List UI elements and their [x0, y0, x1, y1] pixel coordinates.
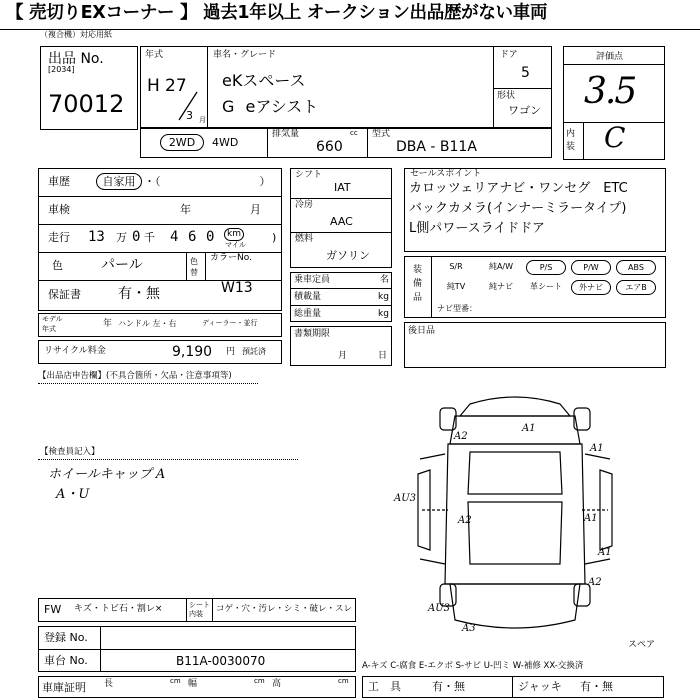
docs-month: 月 [338, 351, 348, 361]
sheet-title: 【 売切りEXコーナー 】 過去1年以上 オークション出品歴がない車両 [6, 3, 548, 23]
shape-label: 形状 [497, 91, 516, 101]
year-month: 3 [186, 109, 193, 122]
spare-label: スペア [628, 640, 656, 650]
equip-item-row2-1: 純ナビ [489, 282, 513, 291]
displacement-value: 660 [316, 139, 343, 155]
drive-4wd: 4WD [212, 136, 239, 149]
grade-label: 評価点 [596, 52, 624, 62]
aircon-label: 冷房 [295, 200, 314, 210]
equip-item-row2-3: 外ナビ [571, 280, 611, 295]
cert-part-0: 長 [104, 679, 114, 689]
history-paren: ・（ ） [144, 175, 271, 188]
damage-mark-3: A1 [590, 443, 604, 454]
reg-label: 登録 No. [44, 631, 88, 644]
navi-label: ナビ型番： [437, 304, 477, 313]
aircon-value: AAC [330, 215, 353, 228]
later-label: 後日品 [408, 326, 436, 336]
chassis-value: B11A-0030070 [176, 654, 266, 668]
shift-value: IAT [334, 181, 351, 194]
damage-mark-7: A1 [598, 547, 612, 558]
color-label: 色 [52, 259, 63, 272]
warranty-label: 保証書 [48, 288, 81, 301]
mileage-d5: 0 [206, 229, 215, 245]
fuel-value: ガソリン [326, 249, 370, 262]
doors-value: 5 [521, 65, 530, 81]
capacity-seats-unit: 名 [380, 275, 390, 285]
mileage-label: 走行 [48, 231, 70, 244]
capacity-weight-unit: kg [378, 309, 389, 319]
lot-small-number: [2034] [48, 65, 75, 74]
equip-row1 [436, 260, 662, 276]
equip-item-row1-4: ABS [616, 260, 656, 275]
capacity-load-label: 積載量 [294, 292, 322, 302]
equip-label: 装備品 [413, 265, 423, 303]
damage-mark-10: A3 [462, 623, 476, 634]
equip-item-row2-0: 純TV [446, 282, 466, 291]
inspection-label: 車検 [48, 203, 70, 216]
inspector-line1: ホイールキャップ A [48, 467, 166, 482]
lot-number: 70012 [48, 90, 125, 118]
seat-items: コゲ・穴・汚レ・シミ・破レ・スレ [216, 604, 353, 614]
recycle-unit: 円 [226, 347, 236, 357]
shift-label: シフト [295, 170, 323, 180]
mileage-d4: 6 [188, 229, 197, 245]
damage-legend: A-キズ C-腐食 E-エクボ S-サビ U-凹ミ W-補修 XX-交換済 [362, 661, 584, 671]
color-code-value: W13 [221, 280, 253, 296]
color-change-label: 色替 [190, 257, 198, 277]
model-label: 車名・グレード [213, 50, 277, 60]
equip-item-row1-3: P/W [571, 260, 611, 275]
jack-label: ジャッキ [518, 680, 562, 693]
year-label: 年式 [145, 50, 164, 60]
fw-label: FW [44, 603, 62, 616]
cert-part-3: cm [254, 677, 265, 685]
displacement-label: 排気量 [272, 129, 300, 139]
mileage-u1: 万 [116, 231, 127, 244]
damage-mark-4: AU3 [394, 493, 417, 504]
tools-value: 有・無 [432, 680, 465, 693]
damage-mark-2: A2 [454, 431, 468, 442]
inspection-month: 月 [250, 203, 261, 216]
lot-label: 出品 No. [48, 51, 104, 67]
sales-line1: カロッツェリアナビ・ワンセグ ETC [409, 181, 628, 196]
equip-item-row1-1: 純A/W [488, 262, 514, 271]
sales-line2: バックカメラ(インナーミラータイプ) [409, 201, 627, 216]
drive-2wd: 2WD [160, 134, 204, 151]
year-era: H [147, 76, 160, 96]
cert-label: 車庫証明 [42, 681, 86, 694]
damage-mark-5: A2 [458, 515, 472, 526]
mileage-d3: 4 [170, 229, 179, 245]
tools-row [362, 676, 664, 698]
docs-label: 書類期限 [294, 329, 331, 339]
type-label: 型式 [372, 129, 391, 139]
year-value: 27 [165, 76, 187, 96]
cert-part-4: 高 [272, 679, 282, 689]
equip-item-row1-2: P/S [526, 260, 566, 275]
shape-value: ワゴン [508, 104, 541, 117]
type-value: DBA - B11A [396, 139, 477, 155]
damage-mark-1: A1 [522, 423, 536, 434]
seller-note-label: 【出品店申告欄】(不具合箇所・欠品・注意事項等) [38, 371, 232, 381]
equip-item-row2-4: エアB [616, 280, 656, 295]
sheet-subtitle: （複合機）対応用紙 [40, 30, 112, 39]
cert-part-5: cm [338, 677, 349, 685]
cert-part-2: 幅 [188, 679, 198, 689]
warranty-value: 有・無 [118, 286, 160, 302]
model-year-year: 年 [103, 319, 113, 329]
equip-row2 [436, 280, 662, 296]
history-label: 車歴 [48, 175, 70, 188]
damage-mark-9: AU3 [428, 603, 451, 614]
sales-label: セールスポイント [410, 169, 482, 179]
sales-line3: L側パワースライドドア [409, 221, 545, 236]
interior-value: C [604, 121, 626, 154]
mileage-u2: 千 [144, 231, 155, 244]
displacement-cc: cc [350, 129, 358, 137]
history-value: 自家用 [96, 173, 142, 190]
seat-label: シート内装 [189, 601, 210, 618]
capacity-weight-label: 総重量 [294, 309, 322, 319]
later-box [404, 322, 666, 368]
jack-value: 有・無 [580, 680, 613, 693]
docs-day: 日 [378, 351, 388, 361]
model-year-label: モデル年式 [42, 315, 63, 333]
mileage-d1: 13 [88, 229, 105, 245]
recycle-label: リサイクル料金 [44, 346, 106, 356]
chassis-label: 車台 No. [44, 654, 88, 667]
cert-part-1: cm [170, 677, 181, 685]
recycle-note: 預託済 [242, 347, 266, 356]
model-year-dealer: ディーラー・並行 [202, 319, 258, 327]
equip-item-row1-0: S/R [449, 262, 463, 271]
model-year-handle: ハンドル 左・右 [118, 319, 177, 328]
damage-mark-6: A1 [584, 513, 598, 524]
fuel-label: 燃料 [295, 234, 314, 244]
recycle-value: 9,190 [172, 344, 213, 360]
capacity-seats-label: 乗車定員 [294, 275, 331, 285]
year-month-unit: 月 [199, 116, 206, 124]
inspection-year: 年 [180, 203, 191, 216]
inspector-line2: A・U [56, 487, 90, 502]
cert-parts [104, 678, 354, 696]
mileage-d2: 0 [132, 229, 141, 245]
inspector-label: 【検査員記入】 [40, 447, 100, 457]
damage-mark-8: A2 [588, 577, 602, 588]
tools-label: 工 具 [368, 680, 401, 693]
doors-label: ドア [500, 50, 518, 60]
color-value: パール [101, 257, 143, 273]
mileage-km: km [224, 228, 244, 241]
color-code-label: カラーNo. [210, 253, 252, 263]
capacity-load-unit: kg [378, 292, 389, 302]
mileage-paren-close: ) [272, 231, 277, 244]
fw-items: キズ・トビ石・割レ× [74, 604, 163, 614]
model-name: eKスペース [222, 71, 306, 90]
mileage-mile: マイル [225, 241, 246, 249]
interior-label: 内装 [566, 129, 576, 152]
model-grade: G eアシスト [222, 97, 319, 116]
equip-item-row2-2: 革シート [530, 282, 562, 291]
grade-value: 3.5 [584, 71, 636, 112]
